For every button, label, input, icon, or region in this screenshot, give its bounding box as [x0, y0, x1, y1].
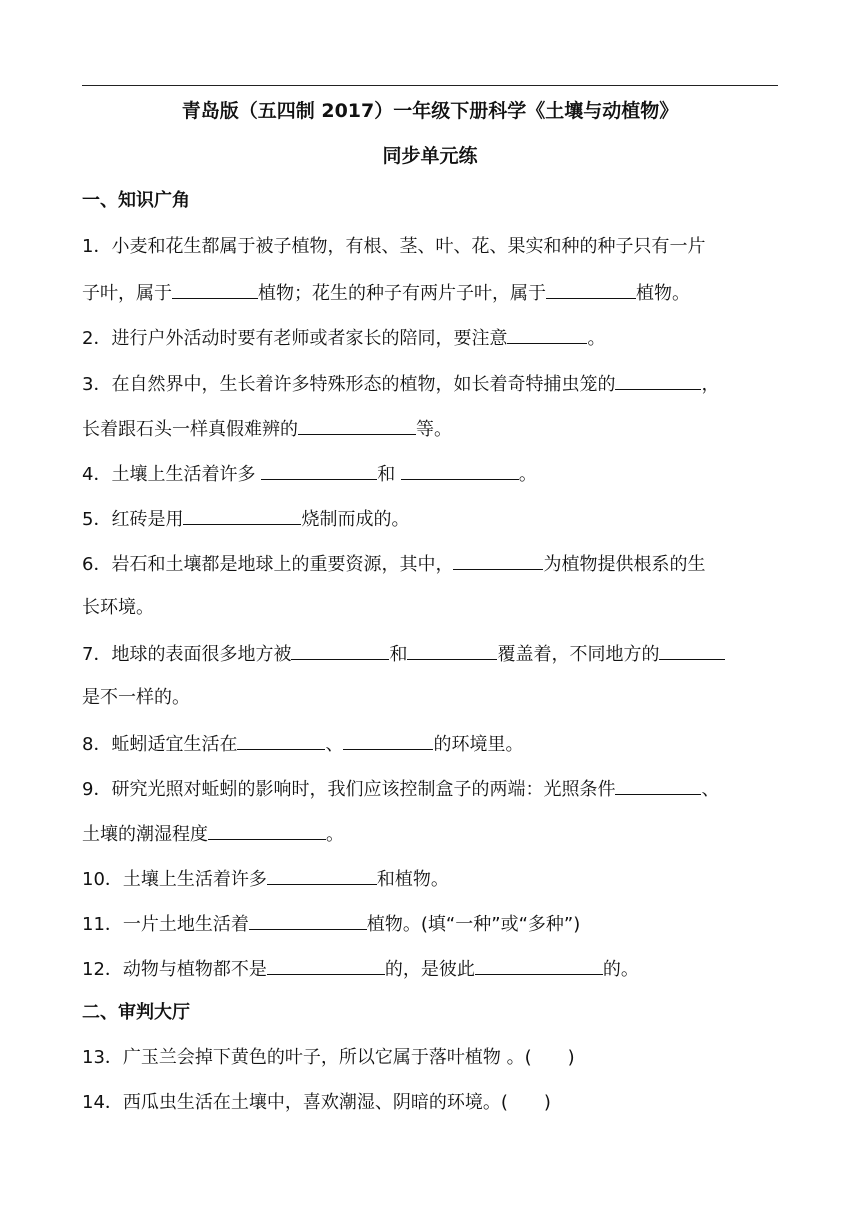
question-13: 13．广玉兰会掉下黄色的叶子，所以它属于落叶植物 。( ): [82, 1047, 575, 1068]
question-1-text-c: 植物。: [636, 283, 690, 304]
question-2: [82, 323, 782, 353]
header-rule: [82, 85, 778, 86]
question-10: [82, 864, 782, 894]
answer-blank[interactable]: [237, 729, 325, 750]
question-6-line-2: [82, 594, 782, 622]
question-3-text-d: 等。: [416, 419, 452, 440]
question-4: [82, 459, 782, 489]
question-7-line-2: [82, 684, 782, 712]
question-8-text-b: 、: [325, 734, 344, 755]
question-6-text-b: 为植物提供根系的生: [543, 554, 706, 575]
question-10-text-b: 和植物。: [376, 869, 449, 890]
answer-blank[interactable]: [659, 639, 725, 660]
title-line-1: 青岛版（五四制 2017）一年级下册科学《土壤与动植物》: [181, 100, 679, 122]
question-10-text-a: 10．土壤上生活着许多: [82, 869, 267, 890]
question-7-text-a: 7．地球的表面很多地方被: [82, 644, 292, 665]
answer-blank[interactable]: [407, 639, 497, 660]
question-5-text-a: 5．红砖是用: [82, 509, 184, 530]
question-6-text-a: 6．岩石和土壤都是地球上的重要资源，其中，: [82, 554, 454, 575]
question-8: [82, 729, 782, 759]
question-12: [82, 954, 782, 984]
answer-blank[interactable]: [183, 504, 301, 525]
answer-blank[interactable]: [298, 414, 416, 435]
question-7-text-b: 和: [389, 644, 408, 665]
question-3-text-a: 3．在自然界中，生长着许多特殊形态的植物，如长着奇特捕虫笼的: [82, 374, 616, 395]
question-9-text-d: 。: [326, 824, 344, 845]
question-9-text-c: 土壤的潮湿程度: [82, 824, 208, 845]
question-7-text-d: 是不一样的。: [82, 687, 190, 708]
question-12-text-a: 12．动物与植物都不是: [82, 959, 267, 980]
question-3-line-1: [82, 369, 782, 399]
question-9-line-2: [82, 819, 782, 849]
question-5: [82, 504, 782, 534]
answer-blank[interactable]: [261, 459, 377, 480]
question-3-line-2: [82, 414, 782, 444]
answer-blank[interactable]: [615, 774, 701, 795]
answer-blank[interactable]: [401, 459, 519, 480]
section-heading-1: 一、知识广角: [82, 190, 190, 211]
question-4-text-a: 4．土壤上生活着许多: [82, 464, 262, 485]
question-1-text-a: 子叶，属于: [82, 283, 172, 304]
question-3-text-c: 长着跟石头一样真假难辨的: [82, 419, 298, 440]
answer-blank[interactable]: [208, 819, 326, 840]
answer-blank[interactable]: [267, 954, 385, 975]
answer-blank[interactable]: [249, 909, 367, 930]
question-6-text-c: 长环境。: [82, 597, 154, 618]
question-7-line-1: [82, 639, 782, 669]
question-14: 14．西瓜虫生活在土壤中，喜欢潮湿、阴暗的环境。( ): [82, 1092, 551, 1113]
section-heading-2: 二、审判大厅: [82, 1002, 190, 1023]
answer-blank[interactable]: [475, 954, 603, 975]
question-9-text-b: 、: [701, 779, 720, 800]
answer-blank[interactable]: [343, 729, 433, 750]
answer-blank[interactable]: [453, 549, 543, 570]
question-1-text-b: 植物；花生的种子有两片子叶，属于: [258, 283, 546, 304]
answer-blank[interactable]: [615, 369, 701, 390]
question-1-line-2: [82, 278, 782, 308]
question-5-text-b: 烧制而成的。: [301, 509, 410, 530]
question-2-end: 。: [587, 328, 606, 349]
question-1-line-1: [82, 233, 782, 261]
question-12-text-b: 的，是彼此: [384, 959, 475, 980]
question-6-line-1: [82, 549, 782, 579]
question-4-text-b: 和: [377, 464, 401, 485]
question-1-text: 1．小麦和花生都属于被子植物，有根、茎、叶、花、果实和种的种子只有一片: [82, 236, 706, 257]
question-11: [82, 909, 782, 939]
question-4-text-c: 。: [518, 464, 537, 485]
question-11-text-a: 11．一片土地生活着: [82, 914, 249, 935]
answer-blank[interactable]: [267, 864, 377, 885]
answer-blank[interactable]: [291, 639, 389, 660]
question-9-text-a: 9．研究光照对蚯蚓的影响时，我们应该控制盒子的两端：光照条件: [82, 779, 616, 800]
question-8-text-a: 8．蚯蚓适宜生活在: [82, 734, 238, 755]
question-12-text-c: 的。: [602, 959, 639, 980]
question-8-text-c: 的环境里。: [433, 734, 524, 755]
answer-blank[interactable]: [172, 278, 258, 299]
question-11-text-b: 植物。(填“一种”或“多种”): [366, 914, 581, 935]
question-7-text-c: 覆盖着，不同地方的: [497, 644, 660, 665]
answer-blank[interactable]: [507, 323, 587, 344]
answer-blank[interactable]: [546, 278, 636, 299]
question-9-line-1: [82, 774, 782, 804]
question-2-text: 2．进行户外活动时要有老师或者家长的陪同，要注意: [82, 328, 508, 349]
question-3-text-b: ，: [701, 374, 720, 395]
title-line-2: 同步单元练: [382, 145, 478, 167]
